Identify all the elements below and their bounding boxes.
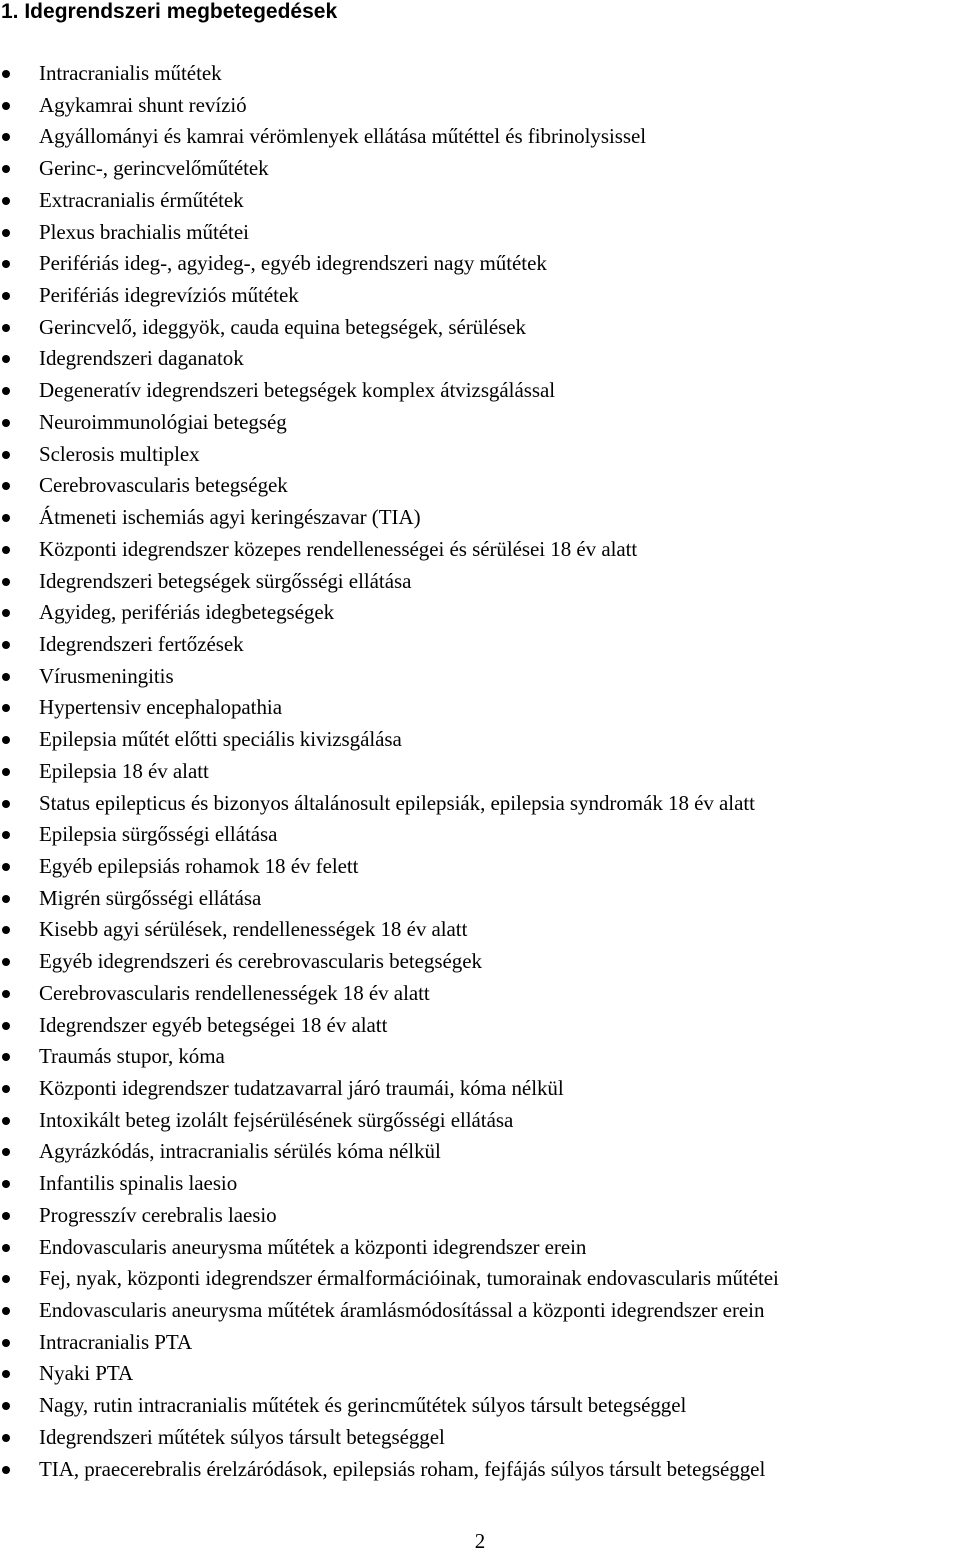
list-item-text: Idegrendszeri fertőzések	[39, 631, 244, 656]
list-item	[0, 597, 779, 629]
list-item	[0, 153, 779, 185]
bullet-icon	[2, 958, 10, 966]
list-item-text: Perifériás ideg-, agyideg-, egyéb idegrendszeri nagy műtétek	[39, 251, 547, 276]
list-item	[0, 661, 779, 693]
list-item-text: Idegrendszeri betegségek sürgősségi ellátása	[39, 568, 412, 593]
bullet-icon	[2, 831, 10, 839]
list-item	[0, 883, 779, 915]
bullet-icon	[2, 673, 10, 681]
bullet-icon	[2, 990, 10, 998]
bullet-icon	[2, 863, 10, 871]
bullet-icon	[2, 451, 10, 459]
list-item	[0, 343, 779, 375]
list-item-text: Nagy, rutin intracranialis műtétek és gerincműtétek súlyos társult betegséggel	[39, 1393, 687, 1418]
list-item-text: Status epilepticus és bizonyos általánosult epilepsiák, epilepsia syndromák 18 év alatt	[39, 790, 755, 815]
bullet-icon	[2, 609, 10, 617]
list-item-text: Cerebrovascularis rendellenességek 18 év alatt	[39, 980, 430, 1005]
list-item	[0, 1358, 779, 1390]
bullet-icon	[2, 355, 10, 363]
bullet-icon	[2, 387, 10, 395]
bullet-icon	[2, 926, 10, 934]
bullet-icon	[2, 704, 10, 712]
list-item-text: Agykamrai shunt revízió	[39, 92, 247, 117]
list-item	[0, 217, 779, 249]
list-item	[0, 756, 779, 788]
list-item	[0, 248, 779, 280]
list-item	[0, 375, 779, 407]
list-item	[0, 914, 779, 946]
list-item	[0, 1073, 779, 1105]
list-item-text: Idegrendszer egyéb betegségei 18 év alatt	[39, 1012, 388, 1037]
list-item	[0, 439, 779, 471]
list-item-text: Cerebrovascularis betegségek	[39, 473, 288, 498]
list-item	[0, 58, 779, 90]
list-item	[0, 1168, 779, 1200]
list-item	[0, 1105, 779, 1137]
list-item	[0, 121, 779, 153]
bullet-icon	[2, 768, 10, 776]
list-item	[0, 692, 779, 724]
list-item-text: Hypertensiv encephalopathia	[39, 695, 282, 720]
bullet-icon	[2, 1466, 10, 1474]
list-item-text: Vírusmeningitis	[39, 663, 174, 688]
list-item	[0, 1454, 779, 1486]
list-item-text: Kisebb agyi sérülések, rendellenességek 18 év alatt	[39, 917, 468, 942]
list-item-text: Intracranialis PTA	[39, 1329, 193, 1354]
list-item-text: Epilepsia műtét előtti speciális kivizsgálása	[39, 727, 402, 752]
list-item-text: Agyrázkódás, intracranialis sérülés kóma nélkül	[39, 1139, 441, 1164]
list-item	[0, 724, 779, 756]
bullet-icon	[2, 197, 10, 205]
list-item-text: Extracranialis érműtétek	[39, 187, 244, 212]
bullet-icon	[2, 1370, 10, 1378]
list-item-text: Intoxikált beteg izolált fejsérülésének sürgősségi ellátása	[39, 1107, 514, 1132]
bullet-icon	[2, 1339, 10, 1347]
list-item-text: Progresszív cerebralis laesio	[39, 1202, 277, 1227]
list-item-text: Perifériás idegrevíziós műtétek	[39, 283, 299, 308]
bullet-icon	[2, 70, 10, 78]
list-item-text: Migrén sürgősségi ellátása	[39, 885, 262, 910]
bullet-icon	[2, 1244, 10, 1252]
list-item-text: Egyéb epilepsiás rohamok 18 év felett	[39, 853, 359, 878]
list-item-text: Epilepsia 18 év alatt	[39, 758, 209, 783]
list-item	[0, 1295, 779, 1327]
bullet-icon	[2, 1053, 10, 1061]
list-item-text: Gerinc-, gerincvelőműtétek	[39, 156, 269, 181]
list-item-text: Nyaki PTA	[39, 1361, 134, 1386]
list-item-text: Agyideg, perifériás idegbetegségek	[39, 600, 335, 625]
list-item-text: Fej, nyak, központi idegrendszer érmalformációinak, tumorainak endovascularis műtétei	[39, 1266, 779, 1291]
list-item	[0, 185, 779, 217]
list-item	[0, 1390, 779, 1422]
list-item-text: TIA, praecerebralis érelzáródások, epilepsiás roham, fejfájás súlyos társult betegséggel	[39, 1456, 766, 1481]
list-item	[0, 280, 779, 312]
list-item-text: Agyállományi és kamrai vérömlenyek ellátása műtéttel és fibrinolysissel	[39, 124, 647, 149]
list-item	[0, 566, 779, 598]
bullet-icon	[2, 641, 10, 649]
list-item	[0, 1010, 779, 1042]
list-item-text: Traumás stupor, kóma	[39, 1044, 225, 1069]
bullet-icon	[2, 292, 10, 300]
list-item	[0, 788, 779, 820]
list-item-text: Degeneratív idegrendszeri betegségek komplex átvizsgálással	[39, 378, 556, 403]
bullet-icon	[2, 514, 10, 522]
list-item-text: Epilepsia sürgősségi ellátása	[39, 822, 278, 847]
bullet-icon	[2, 1022, 10, 1030]
list-item	[0, 534, 779, 566]
list-item	[0, 946, 779, 978]
bullet-icon	[2, 229, 10, 237]
list-item	[0, 851, 779, 883]
list-item-text: Egyéb idegrendszeri és cerebrovascularis betegségek	[39, 949, 482, 974]
bullet-icon	[2, 1085, 10, 1093]
list-item-text: Átmeneti ischemiás agyi keringészavar (TIA)	[39, 505, 421, 530]
list-item	[0, 1232, 779, 1264]
bullet-icon	[2, 736, 10, 744]
list-item-text: Plexus brachialis műtétei	[39, 219, 249, 244]
list-item-text: Központi idegrendszer közepes rendellenességei és sérülései 18 év alatt	[39, 536, 638, 561]
bullet-icon	[2, 1307, 10, 1315]
bullet-icon	[2, 482, 10, 490]
list-item	[0, 470, 779, 502]
list-item	[0, 1200, 779, 1232]
list-item-text: Intracranialis műtétek	[39, 61, 222, 85]
list-item	[0, 312, 779, 344]
bullet-icon	[2, 1402, 10, 1410]
bullet-icon	[2, 1275, 10, 1283]
list-item-text: Endovascularis aneurysma műtétek áramlásmódosítással a központi idegrendszer erein	[39, 1298, 765, 1323]
condition-list	[0, 58, 779, 1485]
bullet-icon	[2, 1117, 10, 1125]
bullet-icon	[2, 324, 10, 332]
list-item	[0, 1041, 779, 1073]
list-item-text: Endovascularis aneurysma műtétek a központi idegrendszer erein	[39, 1234, 587, 1259]
list-item	[0, 502, 779, 534]
bullet-icon	[2, 1212, 10, 1220]
list-item	[0, 1263, 779, 1295]
bullet-icon	[2, 895, 10, 903]
bullet-icon	[2, 546, 10, 554]
list-item	[0, 1136, 779, 1168]
bullet-icon	[2, 1180, 10, 1188]
bullet-icon	[2, 102, 10, 110]
list-item	[0, 819, 779, 851]
list-item-text: Idegrendszeri műtétek súlyos társult betegséggel	[39, 1424, 445, 1449]
list-item	[0, 629, 779, 661]
list-item-text: Idegrendszeri daganatok	[39, 346, 244, 371]
list-item	[0, 90, 779, 122]
list-item	[0, 978, 779, 1010]
list-item	[0, 1327, 779, 1359]
section-heading: 1. Idegrendszeri megbetegedések	[1, 0, 338, 23]
list-item-text: Gerincvelő, ideggyök, cauda equina betegségek, sérülések	[39, 314, 527, 339]
bullet-icon	[2, 1148, 10, 1156]
list-item	[0, 407, 779, 439]
bullet-icon	[2, 165, 10, 173]
list-item-text: Infantilis spinalis laesio	[39, 1171, 238, 1196]
bullet-icon	[2, 578, 10, 586]
page-number: 2	[474, 1529, 486, 1553]
bullet-icon	[2, 260, 10, 268]
list-item	[0, 1422, 779, 1454]
bullet-icon	[2, 419, 10, 427]
list-item-text: Sclerosis multiplex	[39, 441, 200, 466]
bullet-icon	[2, 800, 10, 808]
bullet-icon	[2, 133, 10, 141]
list-item-text: Neuroimmunológiai betegség	[39, 409, 287, 434]
list-item-text: Központi idegrendszer tudatzavarral járó traumái, kóma nélkül	[39, 1076, 564, 1100]
bullet-icon	[2, 1434, 10, 1442]
